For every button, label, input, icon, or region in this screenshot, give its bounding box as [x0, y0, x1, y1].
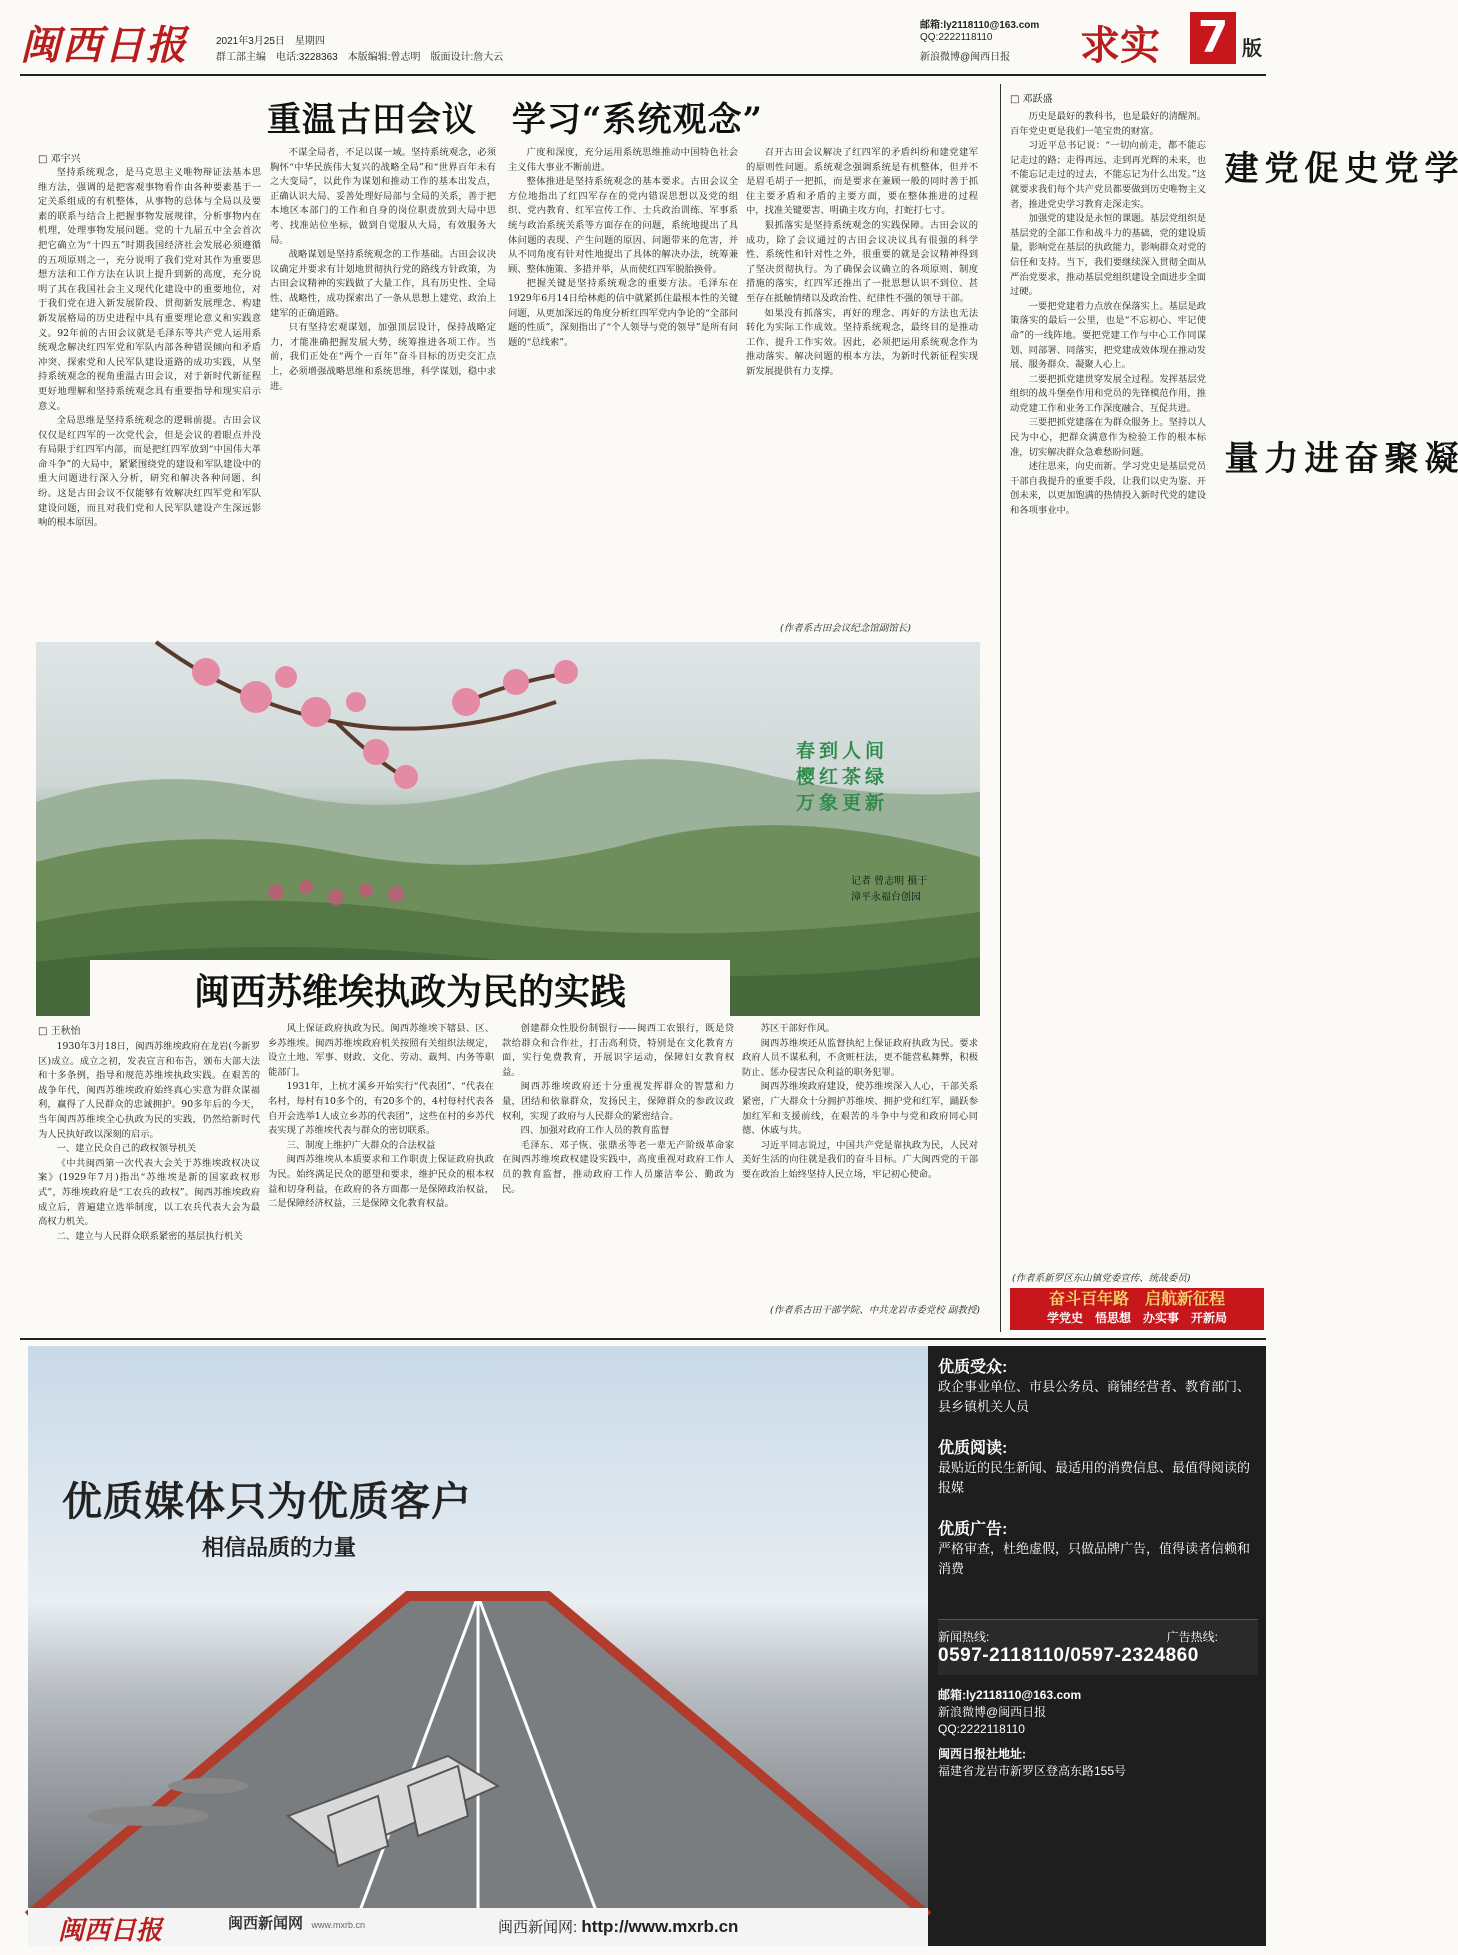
article1-byline: □ 邓宇兴: [38, 154, 81, 165]
footer-logo: 闽西日报: [58, 1916, 163, 1946]
article3-byline: □ 邓跃盛: [1010, 94, 1053, 105]
article1-attribution: (作者系古田会议纪念馆副馆长): [780, 623, 911, 634]
masthead: [20, 10, 1266, 72]
paragraph: 1931年，上杭才溪乡开始实行“代表团”、“代表在名村，每村有10多个的，有20多个的，4村每村代表各自开会选举1人成立乡苏的代表团”，这些在村的乡苏代表实现了苏维埃代表与群众的密切联系。: [268, 1081, 494, 1137]
paragraph: 一、建立民众自己的政权领导机关: [56, 1143, 197, 1155]
paragraph: 狠抓落实是坚持系统观念的实践保障。古田会议的成功，除了会议通过的古田会议决议具有很强的科学性、系统性和针对性之外，很重要的就是会议精神得到了坚决贯彻执行。为了确保会议确立的各项原则、制度措施的落实，红四军还推出了一批思想认识不到位、甚至存在抵触情绪以及政治性、纪律性不强的领导干部。: [746, 219, 978, 304]
masthead-email: 邮箱:ly2118110@163.com: [920, 20, 1040, 31]
readers-text: 政企事业单位、市县公务员、商铺经营者、教育部门、县乡镇机关人员: [938, 1379, 1251, 1414]
paragraph: 二要把抓党建贯穿发展全过程。发挥基层党组织的战斗堡垒作用和党员的先锋模范作用，推动党建工作和业务工作深度融合、互促共进。: [1010, 373, 1206, 414]
footer-url-block: [498, 1916, 738, 1937]
masthead-staff: 群工部主编 电话:3228363 本版编辑:曾志明 版面设计:詹大云: [216, 52, 504, 63]
reading-title: 优质阅读:: [938, 1440, 1008, 1457]
hotline-number: 0597-2118110: [938, 1645, 1065, 1666]
paragraph: 只有坚持宏观谋划，加强顶层设计，保持战略定力，才能准确把握发展大势，统筹推进各项工作。当前，我们正处在“两个一百年”奋斗目标的历史交汇点上，必须增强战略思维和系统思维，科学谋划，稳中求进。: [270, 322, 496, 392]
paragraph: 如果没有抓落实，再好的理念、再好的方法也无法转化为实际工作成效。坚持系统观念，最终目的是推动工作、提升工作实效。因此，必须把运用系统观念作为推动落实、解决问题的根本方法，为新时代新征程实现新发展提供有力支撑。: [746, 307, 978, 377]
masthead-rule: [20, 74, 1266, 76]
masthead-weibo: 新浪微博@闽西日报: [920, 52, 1011, 63]
ad-info-panel: [938, 1354, 1258, 1914]
paragraph: 不谋全局者，不足以谋一域。坚持系统观念，必须胸怀“中华民族伟大复兴的战略全局”和“世界百年未有之大变局”，以此作为谋划和推动工作的基本出发点，正确认识大局、妥善处理好局部与全局的关系，善于把本地区本部门的工作和自身的岗位职责放到大局中思考、找准站位坐标，做到自觉服从大局，有效服务大局。: [270, 147, 496, 246]
credit-line: 记者 曾志明 摄于: [851, 876, 928, 887]
ad-banner: [28, 1346, 1266, 1946]
paragraph: 闽西苏维埃政府建设，使苏维埃深入人心，干部关系紧密，广大群众十分拥护苏维埃、拥护党和红军，踊跃参加红军和支援前线，在艰苦的斗争中与党和政府同心同德、休戚与共。: [742, 1081, 978, 1137]
hotline-box: 新闻热线: 广告热线: 0597-2118110/0597-2324860: [938, 1619, 1258, 1675]
paragraph: 全局思维是坚持系统观念的逻辑前提。古田会议仅仅是红四军的一次党代会，但是会议的着眼点并没有局限于红四军内部，而是把红四军放到“中国伟大革命斗争”的大局中，紧紧围绕党的建设和军队建设中的重大问题进行深入分析，研究和解决各种问题、纠纷。这是古田会议不仅能够有效解决红四军党和军队建设问题，而且对我们党和人民军队建设产生深远影响的根本原因。: [38, 415, 261, 529]
racetrack-illustration: [28, 1346, 928, 1916]
ad-slogan-sub: 相信品质的力量: [202, 1536, 357, 1561]
article3-body-wide: [1010, 740, 1264, 1280]
paragraph: 坚持系统观念，是马克思主义唯物辩证法基本思维方法，强调的是把客观事物看作由各种要素基于一定关系组成的有机整体，从事物的总体与全局以及要素的联系与结合上把握事物发展规律，分析事物内在机理，处理事物发展问题。党的十九届五中全会首次把它确立为“十四五”时期我国经济社会发展必须遵循的五项原则之一，充分说明了我们党对其作为重要思想方法和工作方法在认识上提升到新的高度，充分说明了其在我国社会主义现代化建设中的重要地位，对于我们党在进入新发展阶段、贯彻新发展理念、构建新发展格局的历史进程中具有重要理论意义和实践意义。92年前的古田会议就是毛泽东等共产党人运用系统观念解决红四军党和军队内部各种错误倾向和矛盾冲突、探索党和人民军队建设道路的成功实践，从坚持系统观念的视角重温古田会议，对于新时代新征程更好地理解和坚持系统观念具有重要指导和现实启示意义。: [38, 167, 261, 412]
ad-image: [28, 1346, 928, 1916]
hotline-label: 新闻热线:: [938, 1630, 990, 1644]
footer-news-site: [228, 1912, 365, 1933]
page-number-box: [1190, 12, 1236, 64]
ad-weibo: 新浪微博@闽西日报: [938, 1705, 1047, 1719]
ad-footer: [28, 1908, 928, 1946]
article2-attribution: (作者系古田干部学院、中共龙岩市委党校 副教授): [770, 1305, 980, 1316]
section-name: 求实: [1080, 23, 1160, 69]
paragraph: 苏区干部好作风。: [760, 1023, 835, 1034]
article2-col1: [38, 1040, 260, 1330]
paragraph: 《中共闽西第一次代表大会关于苏维埃政权决议案》(1929年7月)指出“苏维埃是新的国家政权形式”，苏维埃政府是“工农兵的政权”。闽西苏维埃政府成立后，普遍建立选举制度，以工农兵代表大会为最高权力机关。: [38, 1157, 260, 1228]
party-history-banner: [1010, 1288, 1264, 1330]
ads-title: 优质广告:: [938, 1521, 1008, 1538]
paragraph: 三、制度上维护广大群众的合法权益: [286, 1139, 436, 1151]
address: 福建省龙岩市新罗区登高东路155号: [938, 1764, 1127, 1778]
paragraph: 毛泽东、邓子恢、张鼎丞等老一辈无产阶级革命家在闽西苏维埃政权建设实践中，高度重视对政府工作人员的教育监督，推动政府工作人员廉洁奉公、勤政为民。: [502, 1139, 734, 1195]
credit-line: 漳平永福台创园: [851, 892, 921, 903]
adline-number: 0597-2324860: [1070, 1645, 1199, 1666]
paragraph: 三要把抓党建落在为群众服务上。坚持以人民为中心，把群众满意作为检验工作的根本标准，切实解决群众急难愁盼问题。: [1010, 417, 1206, 458]
page-number: 7: [1197, 12, 1229, 63]
blossoms: [192, 658, 578, 789]
col-divider: [1000, 84, 1001, 1332]
banner-line2: 学党史 悟思想 办实事 开新局: [1046, 1311, 1227, 1325]
ad-slogan: [62, 1470, 472, 1562]
footer-news-name: 闽西新闻网: [228, 1915, 304, 1932]
article2-byline: □ 王秋怡: [38, 1026, 81, 1037]
paragraph: 召开古田会议解决了红四军的矛盾纠纷和建党建军的原则性问题。系统观念强调系统是有机整体，但并不是眉毛胡子一把抓，而是要求在兼顾一般的同时善于抓住主要矛盾和矛盾的主要方面，要在整体推进的过程中，找准关键要害、明确主攻方向，打蛇打七寸。: [746, 147, 978, 217]
paragraph: 一要把党建着力点放在保落实上。基层是政策落实的最后一公里，也是“不忘初心、牢记使命”的一线阵地。要把党建工作与中心工作同谋划、同部署、同落实，把党建成效体现在推动发展、服务群众、凝聚人心上。: [1010, 300, 1206, 371]
paragraph: 四、加强对政府工作人员的教育监督: [520, 1125, 670, 1137]
paragraph: 加强党的建设是永恒的课题。基层党组织是基层党的全部工作和战斗力的基础，党的建设质量，影响党在基层的执政能力，影响群众对党的信任和支持。当下，我们要继续深入贯彻全面从严治党要求，推动基层党组织建设全面进步全面过硬。: [1010, 213, 1206, 298]
ad-email: 邮箱:ly2118110@163.com: [938, 1688, 1082, 1702]
article1-col2: [270, 146, 496, 636]
ad-slogan-main: 优质媒体只为优质客户: [62, 1479, 472, 1525]
paragraph: 闽西苏维埃政府还十分重视发挥群众的智慧和力量，团结和依靠群众，发扬民主，保障群众的参政议政权利，实现了政府与人民群众的紧密结合。: [502, 1081, 734, 1122]
poem-line: 万象更新: [796, 792, 889, 814]
paragraph: 习近平总书记说：“一切向前走，都不能忘记走过的路；走得再远、走到再光辉的未来，也不能忘记走过的过去，不能忘记为什么出发。”这就要求我们每个共产党员都要做到历史唯物主义者，推进党史学习教育走深走实。: [1010, 140, 1206, 210]
banner-line1: 奋斗百年路 启航新征程: [1048, 1289, 1225, 1308]
paragraph: 习近平同志说过，中国共产党是靠执政为民，人民对美好生活的向往就是我们的奋斗目标。广大闽西党的干部要在政治上始终坚持人民立场，牢记初心使命。: [742, 1139, 978, 1180]
page-suffix: 版: [1242, 36, 1262, 60]
paragraph: 整体推进是坚持系统观念的基本要求。古田会议全方位地指出了红四军存在的党内错误思想以及党的组织、党内教育、红军宣传工作、士兵政治训练、军事系统与政治系统关系等方面存在的问题，系统地提出了具体问题的表现、产生问题的原因、问题带来的危害，并从不同角度有针对性地提出了具体的解决办法，统筹兼顾、整体施策、多措并举，从而使红四军脱胎换骨。: [508, 176, 738, 275]
paragraph: 闽西苏维埃还从监督执纪上保证政府执政为民。要求政府人员不谋私利，不贪赃枉法，更不能营私舞弊，积极防止、惩办侵害民众利益的职务犯罪。: [742, 1037, 978, 1078]
paragraph: 二、建立与人民群众联系紧密的基层执行机关: [56, 1230, 243, 1242]
article2-title: 闽西苏维埃执政为民的实践: [90, 960, 730, 1019]
photo-credit: [851, 874, 927, 906]
article2-col3: [502, 1022, 734, 1330]
ad-top-rule: [20, 1338, 1266, 1340]
paragraph: 把握关键是坚持系统观念的重要方法。毛泽东在1929年6月14日给林彪的信中就紧抓住最根本性的关键问题，从更加深远的角度分析红四军党内争论的“全部问题的性质”，深刻指出了“个人领导与党的领导”是所有问题的“总线索”。: [508, 278, 738, 348]
ads-text: 严格审查，杜绝虚假，只做品牌广告，值得读者信赖和消费: [938, 1541, 1251, 1576]
paragraph: 历史是最好的教科书，也是最好的清醒剂。百年党史更是我们一笔宝贵的财富。: [1010, 111, 1206, 137]
paragraph: 述往思来，向史而新。学习党史是基层党员干部自我提升的重要手段，让我们以史为鉴、开创未来，以更加饱满的热情投入新时代党的建设和各项事业中。: [1010, 461, 1206, 517]
readers-title: 优质受众:: [938, 1359, 1008, 1376]
paragraph: 风上保证政府执政为民。闽西苏维埃下辖县、区、乡苏维埃。闽西苏维埃政府机关按照有关组织法规定，设立土地、军事、财政、文化、劳动、裁判、内务等职能部门。: [268, 1023, 494, 1078]
footer-url-small: www.mxrb.cn: [311, 1920, 365, 1930]
footer-url[interactable]: http://www.mxrb.cn: [581, 1917, 739, 1936]
contact-info: [938, 1687, 1258, 1780]
article1-col1: [38, 166, 261, 636]
paragraph: 创建群众性股份制银行——闽西工农银行，既是贷款给群众和合作社，打击高利贷，特别是在文化教育方面，实行免费教育，开展识字运动，保障妇女教育权益。: [502, 1023, 734, 1078]
masthead-date: 2021年3月25日 星期四: [216, 36, 325, 47]
masthead-logo: 闽西日报: [20, 22, 188, 69]
title-line1: 学党史促党建: [1218, 150, 1458, 184]
address-title: 闽西日报社地址:: [938, 1747, 1026, 1761]
paragraph: 战略谋划是坚持系统观念的工作基础。古田会议决议确定并要求有计划地贯彻执行党的路线方针政策，为古田会议精神的实践做了大量工作，具有历史性、全局性、战略性，成功探索出了一条从思想上建党、政治上建军的正确道路。: [270, 249, 496, 319]
article2-col2: [268, 1022, 494, 1330]
paragraph: 1930年3月18日，闽西苏维埃政府在龙岩(今新罗区)成立。成立之初，发表宣言和布告，颁布大部大法和十多条例，指导和规范苏维埃执政实践。在艰苦的战争年代，闽西苏维埃政府始终真心实意为群众谋福利，赢得了人民群众的忠诚拥护。90多年后的今天，当年闽西苏维埃全心执政为民的实践，仍然给新时代为人民执好政以深刻的启示。: [38, 1041, 260, 1140]
article2-col4: [742, 1022, 978, 1302]
photo-poem: [796, 738, 956, 816]
article3-attribution: (作者系新罗区东山镇党委宣传、统战委员): [1012, 1273, 1191, 1284]
poem-line: 春到人间: [796, 740, 889, 762]
paragraph: 广度和深度，充分运用系统思维推动中国特色社会主义伟大事业不断前进。: [508, 147, 738, 173]
article1-title: 重温古田会议 学习“系统观念”: [266, 100, 764, 140]
article1-col3: [508, 146, 738, 636]
footer-url-label: 闽西新闻网:: [498, 1919, 578, 1936]
masthead-qq: QQ:2222118110: [920, 32, 993, 43]
poem-line: 樱红茶绿: [796, 766, 889, 788]
paragraph: 闽西苏维埃从本质要求和工作职责上保证政府执政为民。始终满足民众的愿望和要求，维护民众的根本权益和切身利益，在政府的各方面都一是保障政治权益，二是保障经济权益，三是保障文化教育权益。: [268, 1154, 494, 1210]
adline-label: 广告热线:: [1166, 1630, 1218, 1644]
ad-qq: QQ:2222118110: [938, 1722, 1025, 1736]
title-line2: 凝聚奋进力量: [1218, 440, 1458, 474]
article1-col4: [746, 146, 978, 616]
reading-text: 最贴近的民生新闻、最适用的消费信息、最值得阅读的报媒: [938, 1460, 1251, 1495]
